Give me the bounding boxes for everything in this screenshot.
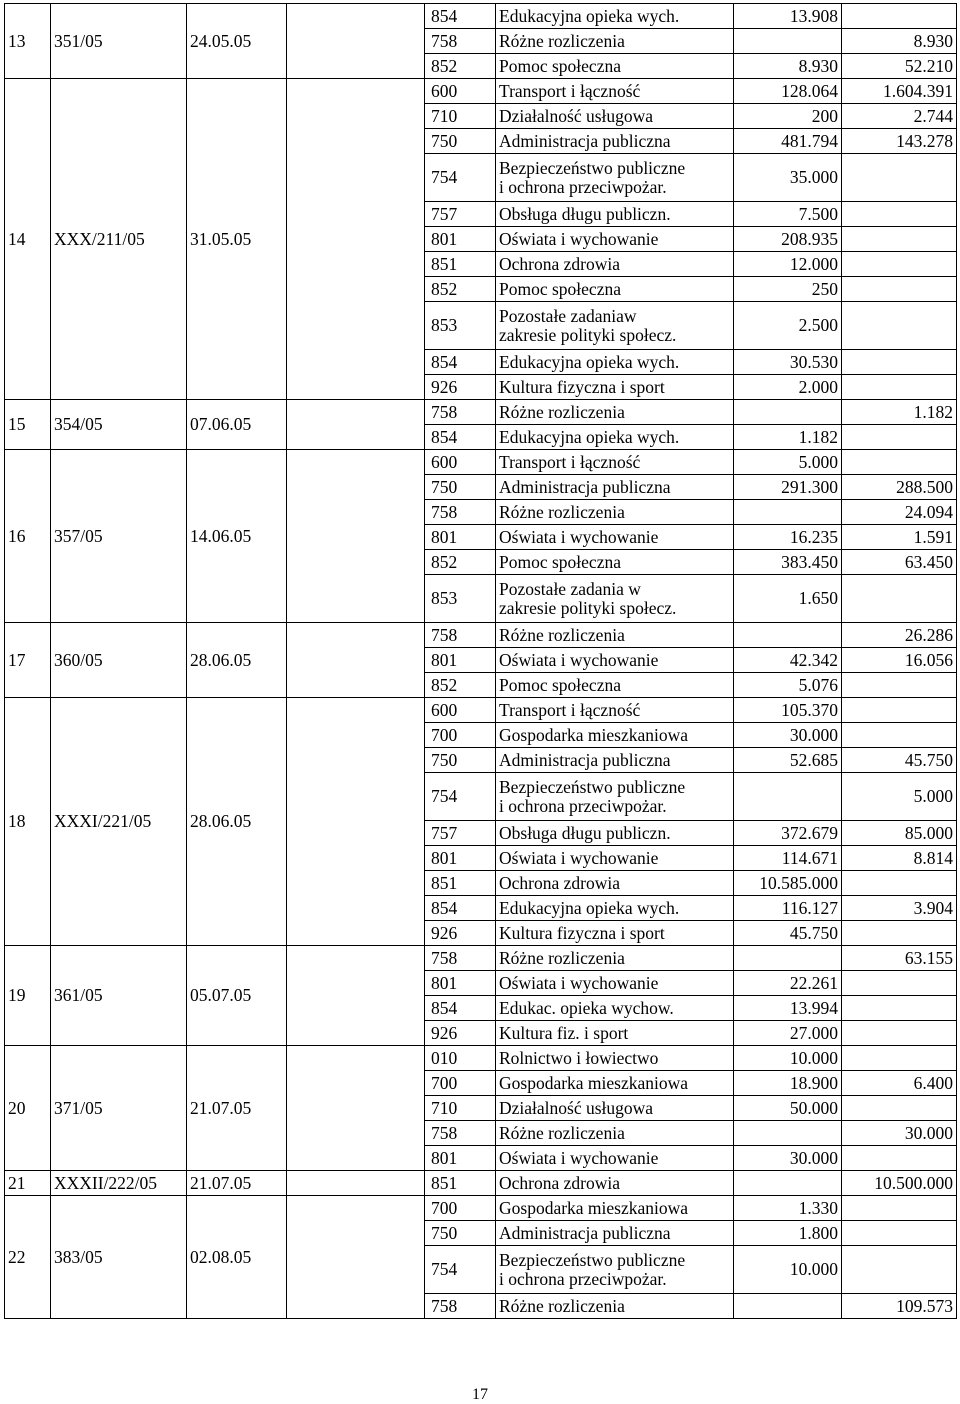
page-number: 17 [472,1386,488,1403]
section-name-line: Ochrona zdrowia [499,253,620,274]
decrease-amount [842,723,957,748]
section-code: 700 [425,723,496,748]
section-name-line: Pomoc społeczna [499,674,621,695]
section-name-line: Edukacyjna opieka wych. [499,351,680,372]
increase-amount: 5.076 [734,673,842,698]
table-row [5,1171,957,1196]
blank-cell [287,946,425,1046]
increase-amount: 22.261 [734,971,842,996]
section-name-line: Różne rozliczenia [499,1122,625,1143]
increase-amount: 13.994 [734,996,842,1021]
decrease-amount: 63.155 [842,946,957,971]
section-name [496,773,734,821]
decrease-amount: 1.591 [842,525,957,550]
section-name [496,129,734,154]
entry-number: 13 [5,4,51,79]
section-code: 758 [425,29,496,54]
section-name [496,673,734,698]
entry-number: 22 [5,1196,51,1319]
table-row [5,450,957,475]
increase-amount: 27.000 [734,1021,842,1046]
decrease-amount [842,277,957,302]
section-name [496,748,734,773]
section-code: 750 [425,129,496,154]
section-name [496,1146,734,1171]
section-name-line: Pomoc społeczna [499,55,621,76]
section-name [496,921,734,946]
section-code: 600 [425,450,496,475]
section-name-line: Ochrona zdrowia [499,872,620,893]
section-code: 853 [425,575,496,623]
increase-amount: 30.000 [734,1146,842,1171]
section-code: 854 [425,996,496,1021]
section-name [496,400,734,425]
increase-amount: 1.330 [734,1196,842,1221]
section-code: 758 [425,500,496,525]
section-code: 854 [425,4,496,29]
increase-amount: 18.900 [734,1071,842,1096]
section-code: 854 [425,425,496,450]
increase-amount [734,946,842,971]
section-code: 700 [425,1071,496,1096]
resolution-date: 28.06.05 [187,698,287,946]
decrease-amount [842,227,957,252]
section-name-line: Gospodarka mieszkaniowa [499,1072,689,1093]
section-name-line: Różne rozliczenia [499,1295,625,1316]
section-name [496,698,734,723]
decrease-amount [842,996,957,1021]
section-code: 010 [425,1046,496,1071]
decrease-amount [842,921,957,946]
section-name-line: Oświata i wychowanie [499,526,659,547]
section-name [496,1071,734,1096]
section-code: 754 [425,1246,496,1294]
entry-number: 20 [5,1046,51,1171]
section-name-line: Kultura fizyczna i sport [499,922,665,943]
decrease-amount [842,575,957,623]
section-name-line: Pomoc społeczna [499,551,621,572]
section-name-line: Bezpieczeństwo publiczne [499,1250,686,1271]
increase-amount: 2.500 [734,302,842,350]
resolution-number: 360/05 [51,623,187,698]
blank-cell [287,623,425,698]
section-code: 926 [425,375,496,400]
section-name [496,350,734,375]
section-name-line: Różne rozliczenia [499,30,625,51]
blank-cell [287,400,425,450]
decrease-amount: 3.904 [842,896,957,921]
section-code: 710 [425,104,496,129]
decrease-amount: 16.056 [842,648,957,673]
section-name-line: Transport i łączność [499,699,641,720]
increase-amount: 1.800 [734,1221,842,1246]
resolution-number: XXXII/222/05 [51,1171,187,1196]
table-row [5,4,957,29]
section-code: 854 [425,896,496,921]
section-code: 600 [425,698,496,723]
resolution-date: 21.07.05 [187,1046,287,1171]
table-row [5,946,957,971]
decrease-amount [842,1221,957,1246]
section-name [496,550,734,575]
section-name-line: Pozostałe zadaniaw [499,306,637,327]
section-name-line: Różne rozliczenia [499,624,625,645]
entry-number: 16 [5,450,51,623]
increase-amount [734,773,842,821]
section-name [496,996,734,1021]
increase-amount: 116.127 [734,896,842,921]
resolution-date: 02.08.05 [187,1196,287,1319]
decrease-amount [842,673,957,698]
section-code: 758 [425,1121,496,1146]
decrease-amount [842,202,957,227]
section-name [496,846,734,871]
blank-cell [287,79,425,400]
section-name [496,425,734,450]
resolution-number: 383/05 [51,1196,187,1319]
section-code: 801 [425,648,496,673]
section-name [496,525,734,550]
resolution-number: XXX/211/05 [51,79,187,400]
section-name-line: Administracja publiczna [499,749,671,770]
decrease-amount: 30.000 [842,1121,957,1146]
section-name [496,227,734,252]
section-code: 801 [425,227,496,252]
increase-amount [734,29,842,54]
increase-amount: 200 [734,104,842,129]
decrease-amount: 24.094 [842,500,957,525]
blank-cell [287,1046,425,1171]
resolution-date: 07.06.05 [187,400,287,450]
resolution-date: 28.06.05 [187,623,287,698]
section-name-line: Kultura fiz. i sport [499,1022,629,1043]
section-name-line: Gospodarka mieszkaniowa [499,1197,689,1218]
increase-amount [734,1294,842,1319]
decrease-amount: 8.814 [842,846,957,871]
section-name-line: Oświata i wychowanie [499,228,659,249]
decrease-amount: 85.000 [842,821,957,846]
section-code: 851 [425,252,496,277]
section-code: 801 [425,1146,496,1171]
decrease-amount: 6.400 [842,1071,957,1096]
section-name-line: Oświata i wychowanie [499,1147,659,1168]
section-code: 851 [425,871,496,896]
section-name [496,871,734,896]
increase-amount: 250 [734,277,842,302]
table-row [5,623,957,648]
section-name-line-2: i ochrona przeciwpożar. [499,176,667,197]
section-name-line: Administracja publiczna [499,1222,671,1243]
increase-amount: 383.450 [734,550,842,575]
entry-number: 19 [5,946,51,1046]
section-name [496,79,734,104]
increase-amount [734,500,842,525]
section-name-line: Obsługa długu publiczn. [499,822,671,843]
section-name-line: Oświata i wychowanie [499,972,659,993]
section-name-line: Administracja publiczna [499,476,671,497]
section-name [496,971,734,996]
section-code: 757 [425,202,496,227]
section-name-line-2: zakresie polityki społecz. [499,324,677,345]
increase-amount: 481.794 [734,129,842,154]
increase-amount: 128.064 [734,79,842,104]
section-name-line: Oświata i wychowanie [499,649,659,670]
section-name [496,277,734,302]
section-code: 710 [425,1096,496,1121]
table-row [5,79,957,104]
section-name-line-2: i ochrona przeciwpożar. [499,1268,667,1289]
section-code: 801 [425,971,496,996]
entry-number: 21 [5,1171,51,1196]
section-code: 852 [425,550,496,575]
section-name [496,648,734,673]
section-name [496,1021,734,1046]
section-name-line: Gospodarka mieszkaniowa [499,724,689,745]
decrease-amount: 143.278 [842,129,957,154]
section-name-line: Edukacyjna opieka wych. [499,426,680,447]
resolution-date: 31.05.05 [187,79,287,400]
increase-amount: 45.750 [734,921,842,946]
section-name [496,946,734,971]
section-code: 758 [425,623,496,648]
resolution-number: 361/05 [51,946,187,1046]
section-code: 754 [425,154,496,202]
decrease-amount: 45.750 [842,748,957,773]
decrease-amount: 10.500.000 [842,1171,957,1196]
increase-amount: 2.000 [734,375,842,400]
table-row [5,698,957,723]
section-name-line: Pomoc społeczna [499,278,621,299]
increase-amount: 30.530 [734,350,842,375]
section-name-line: Edukacyjna opieka wych. [499,897,680,918]
section-code: 851 [425,1171,496,1196]
increase-amount: 105.370 [734,698,842,723]
decrease-amount: 63.450 [842,550,957,575]
decrease-amount: 5.000 [842,773,957,821]
section-name-line: Bezpieczeństwo publiczne [499,158,686,179]
section-name [496,821,734,846]
increase-amount: 8.930 [734,54,842,79]
decrease-amount: 1.182 [842,400,957,425]
increase-amount: 208.935 [734,227,842,252]
section-name [496,54,734,79]
section-name [496,1171,734,1196]
decrease-amount: 1.604.391 [842,79,957,104]
section-name [496,1294,734,1319]
section-name [496,29,734,54]
section-name [496,723,734,748]
section-code: 758 [425,400,496,425]
decrease-amount [842,1021,957,1046]
section-name-line: Oświata i wychowanie [499,847,659,868]
section-name-line: Transport i łączność [499,451,641,472]
section-code: 801 [425,846,496,871]
decrease-amount [842,871,957,896]
section-name-line: Bezpieczeństwo publiczne [499,777,686,798]
decrease-amount [842,450,957,475]
increase-amount: 114.671 [734,846,842,871]
resolution-date: 24.05.05 [187,4,287,79]
resolution-date: 05.07.05 [187,946,287,1046]
increase-amount: 13.908 [734,4,842,29]
decrease-amount [842,154,957,202]
section-code: 926 [425,921,496,946]
section-code: 758 [425,1294,496,1319]
resolution-date: 21.07.05 [187,1171,287,1196]
section-name-line: Pozostałe zadania w [499,579,641,600]
section-name-line: Różne rozliczenia [499,501,625,522]
resolution-number: 351/05 [51,4,187,79]
section-name-line: Różne rozliczenia [499,947,625,968]
increase-amount: 50.000 [734,1096,842,1121]
section-name-line: Ochrona zdrowia [499,1172,620,1193]
increase-amount: 372.679 [734,821,842,846]
increase-amount: 1.650 [734,575,842,623]
section-name [496,500,734,525]
section-name-line: Działalność usługowa [499,105,654,126]
increase-amount [734,400,842,425]
increase-amount: 12.000 [734,252,842,277]
section-name [496,1046,734,1071]
section-name-line: Transport i łączność [499,80,641,101]
section-name-line: Edukac. opieka wychow. [499,997,674,1018]
decrease-amount [842,971,957,996]
section-code: 852 [425,54,496,79]
section-code: 757 [425,821,496,846]
decrease-amount [842,1146,957,1171]
section-name-line: Różne rozliczenia [499,401,625,422]
section-name-line: Rolnictwo i łowiectwo [499,1047,659,1068]
budget-changes-table [4,3,957,1319]
blank-cell [287,1171,425,1196]
decrease-amount [842,1046,957,1071]
entry-number: 15 [5,400,51,450]
decrease-amount [842,252,957,277]
section-name [496,896,734,921]
section-name [496,154,734,202]
decrease-amount [842,375,957,400]
section-code: 750 [425,475,496,500]
section-code: 600 [425,79,496,104]
section-code: 758 [425,946,496,971]
section-code: 700 [425,1196,496,1221]
section-name-line-2: zakresie polityki społecz. [499,597,677,618]
resolution-date: 14.06.05 [187,450,287,623]
section-name [496,202,734,227]
blank-cell [287,450,425,623]
decrease-amount: 8.930 [842,29,957,54]
section-name [496,104,734,129]
decrease-amount: 52.210 [842,54,957,79]
table-row [5,1196,957,1221]
resolution-number: 357/05 [51,450,187,623]
section-name [496,1221,734,1246]
section-name [496,475,734,500]
increase-amount: 10.585.000 [734,871,842,896]
section-name [496,1246,734,1294]
decrease-amount [842,4,957,29]
increase-amount: 10.000 [734,1046,842,1071]
decrease-amount: 109.573 [842,1294,957,1319]
increase-amount: 10.000 [734,1246,842,1294]
section-code: 754 [425,773,496,821]
decrease-amount [842,1096,957,1121]
section-name [496,252,734,277]
section-name [496,1196,734,1221]
increase-amount: 7.500 [734,202,842,227]
increase-amount [734,623,842,648]
section-name [496,375,734,400]
blank-cell [287,1196,425,1319]
blank-cell [287,698,425,946]
decrease-amount: 26.286 [842,623,957,648]
increase-amount: 42.342 [734,648,842,673]
section-code: 854 [425,350,496,375]
section-name [496,575,734,623]
section-name-line: Działalność usługowa [499,1097,654,1118]
increase-amount: 16.235 [734,525,842,550]
increase-amount [734,1121,842,1146]
resolution-number: XXXI/221/05 [51,698,187,946]
decrease-amount: 2.744 [842,104,957,129]
section-code: 750 [425,1221,496,1246]
section-name [496,623,734,648]
increase-amount: 35.000 [734,154,842,202]
section-name-line: Edukacyjna opieka wych. [499,5,680,26]
decrease-amount [842,302,957,350]
entry-number: 17 [5,623,51,698]
resolution-number: 371/05 [51,1046,187,1171]
decrease-amount [842,425,957,450]
entry-number: 18 [5,698,51,946]
section-name [496,302,734,350]
table-row [5,400,957,425]
increase-amount: 291.300 [734,475,842,500]
section-code: 852 [425,673,496,698]
section-name [496,1096,734,1121]
increase-amount: 1.182 [734,425,842,450]
increase-amount [734,1171,842,1196]
increase-amount: 52.685 [734,748,842,773]
section-code: 750 [425,748,496,773]
section-name [496,1121,734,1146]
section-name-line: Obsługa długu publiczn. [499,203,671,224]
decrease-amount [842,698,957,723]
section-code: 926 [425,1021,496,1046]
section-name-line: Administracja publiczna [499,130,671,151]
decrease-amount: 288.500 [842,475,957,500]
decrease-amount [842,1246,957,1294]
section-name [496,450,734,475]
section-code: 852 [425,277,496,302]
table-row [5,1046,957,1071]
blank-cell [287,4,425,79]
decrease-amount [842,1196,957,1221]
resolution-number: 354/05 [51,400,187,450]
section-name [496,4,734,29]
increase-amount: 30.000 [734,723,842,748]
section-code: 801 [425,525,496,550]
decrease-amount [842,350,957,375]
section-name-line-2: i ochrona przeciwpożar. [499,795,667,816]
increase-amount: 5.000 [734,450,842,475]
section-name-line: Kultura fizyczna i sport [499,376,665,397]
entry-number: 14 [5,79,51,400]
section-code: 853 [425,302,496,350]
